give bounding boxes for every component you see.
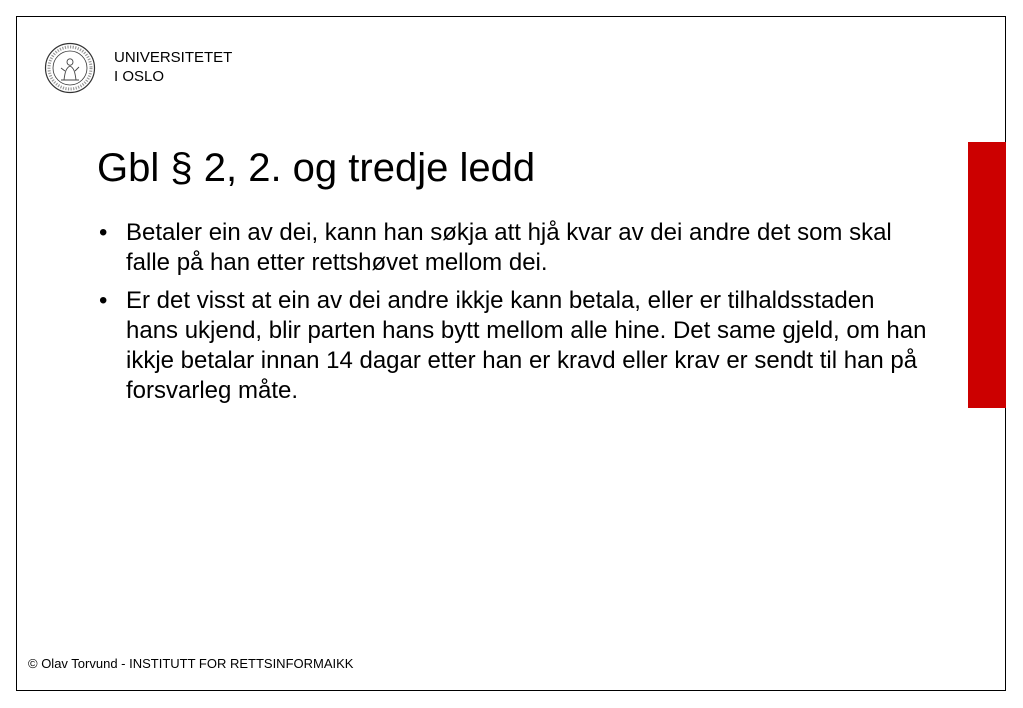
bullet-text: Er det visst at ein av dei andre ikkje kann betala, eller er tilhaldsstaden hans ukjend, blir parten hans bytt mellom alle hine. Det same gjeld, om han ikkje betalar innan 14 dagar etter han er kravd eller krav er sendt til han på forsvarleg måte. — [126, 287, 927, 404]
bullet-item — [97, 218, 927, 278]
university-name-line1: UNIVERSITETET — [114, 49, 233, 66]
bullet-marker: • — [99, 287, 108, 314]
accent-bar — [968, 142, 1006, 408]
footer-copyright: © Olav Torvund - INSTITUTT FOR RETTSINFORMAIKK — [28, 656, 354, 671]
slide-title: Gbl § 2, 2. og tredje ledd — [97, 146, 536, 190]
university-name-line2: I OSLO — [114, 68, 165, 85]
bullet-text: Betaler ein av dei, kann han søkja att hjå kvar av dei andre det som skal falle på han etter rettshøvet mellom dei. — [126, 219, 892, 276]
university-seal-logo — [44, 42, 96, 94]
bullet-marker: • — [99, 219, 108, 246]
bullet-list — [97, 218, 927, 414]
university-name — [114, 48, 232, 86]
bullet-item — [97, 286, 927, 406]
